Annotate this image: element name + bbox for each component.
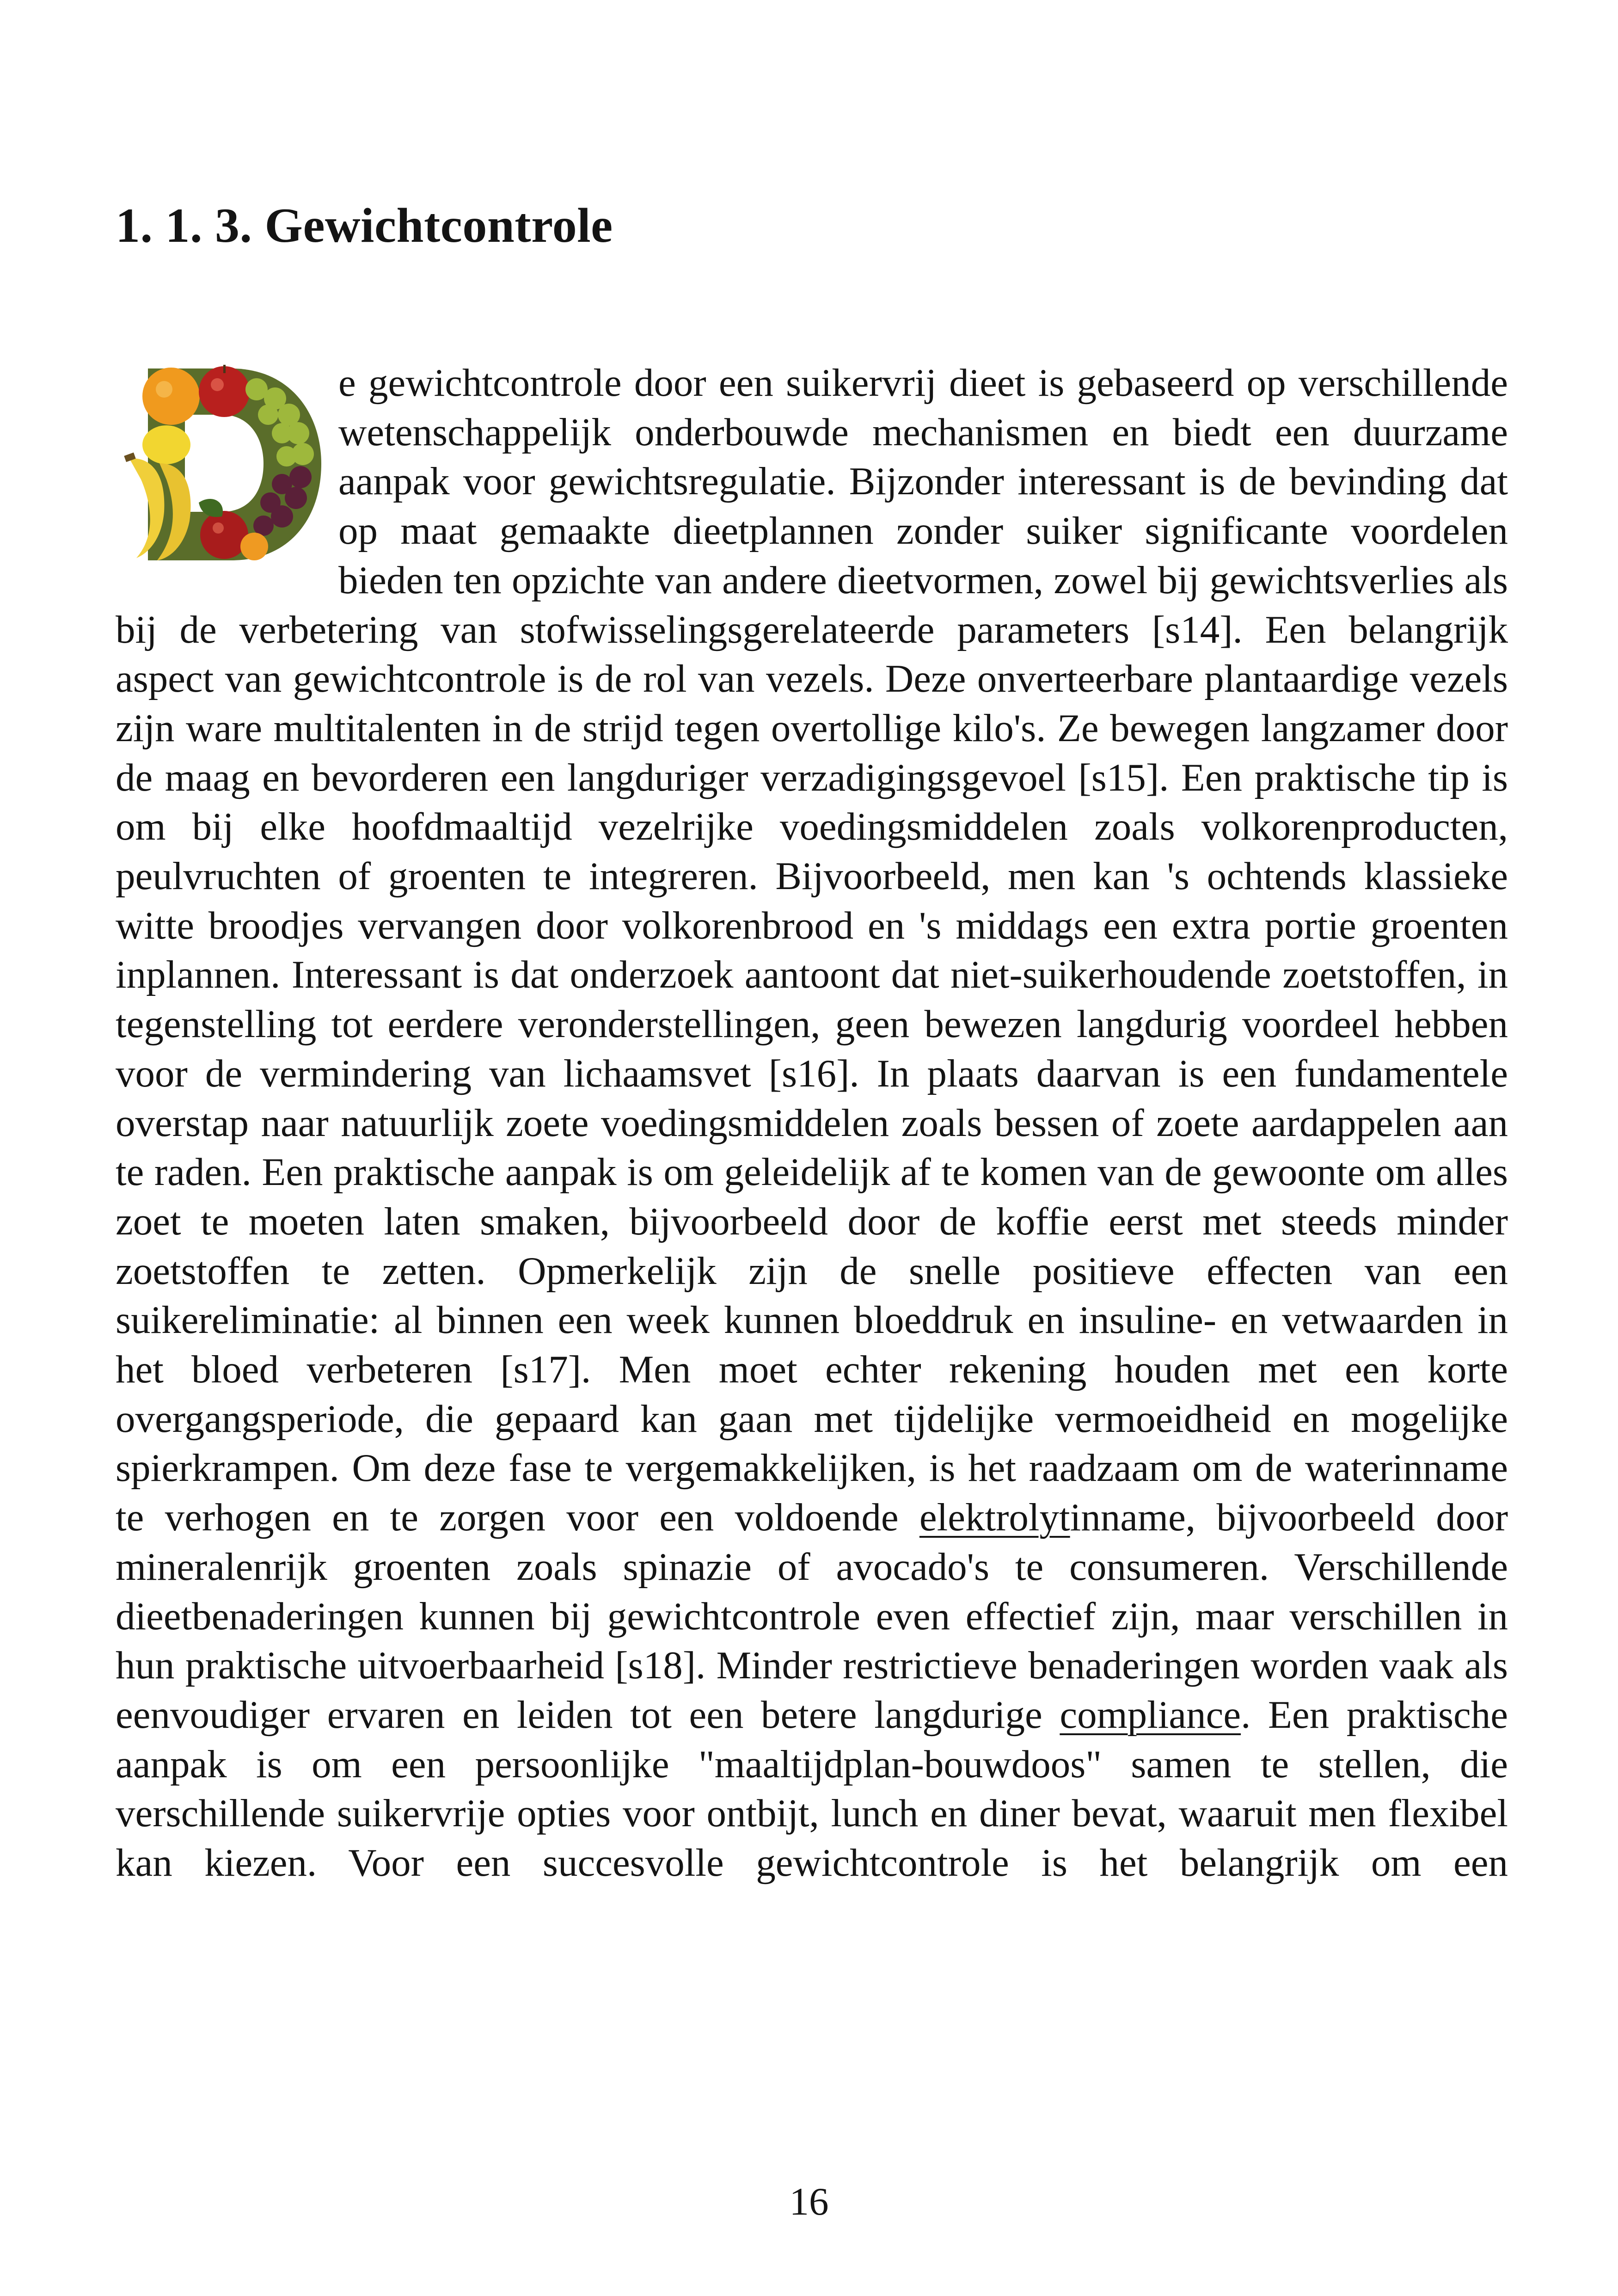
body-text-start: e gewichtcontrole door een suikervrij dieet is gebaseerd op verschillende wetenschappelijk onderbouwde mechanismen en biedt een duurzame aanpak voor gewichtsregulatie. Bijzonder interessant is de bevinding dat op maat gemaakte dieetplannen zonder suiker significante voordelen bieden ten opzichte van andere dieetvormen, zowel bij gewichtsverlies als bij de verbetering van stofwisselingsgerelateerde parameters [s14]. Een belangrijk aspect van gewichtcontrole is de rol van vezels. Deze onverteerbare plantaardige vezels zijn ware multitalenten in de strijd tegen overtollige kilo's. Ze bewegen langzamer door de maag en bevorderen een langduriger verzadigingsgevoel [s15]. Een praktische tip is om bij elke hoofdmaaltijd vezelrijke voedingsmiddelen zoals volkorenproducten, peulvruchten of groenten te integreren. Bijvoorbeeld, men kan 's ochtends klassieke witte broodjes vervangen door volkorenbrood en 's middags een extra portie groenten inplannen. Interessant is dat onderzoek aantoont dat niet-suikerhoudende zoetstoffen, in tegenstelling tot eerdere veronderstellingen, geen bewezen langdurig voordeel hebben voor de vermindering van lichaamsvet [s16]. In plaats daarvan is een fundamentele overstap naar natuurlijk zoete voedingsmiddelen zoals bessen of zoete aardappelen aan te raden. Een praktische aanpak is om geleidelijk af te komen van de gewoonte om alles zoet te moeten laten smaken, bijvoorbeeld door de koffie eerst met steeds minder zoetstoffen te zetten. Opmerkelijk zijn de snelle positieve effecten van een suikereliminatie: al binnen een week kunnen bloeddruk en insuline- en vetwaarden in het bloed verbeteren [s17]. Men moet echter rekening houden met een korte overgangsperiode, die gepaard kan gaan met tijdelijke vermoeidheid en mogelijke spierkrampen. Om deze fase te vergemakkelijken, is het raadzaam om de waterinname te verhogen en te zorgen voor een voldoende bbox=[116, 361, 1508, 1540]
body-text-middle: inname, bijvoorbeeld door mineralenrijk groenten zoals spinazie of avocado's te consumeren. Verschillende dieetbenaderingen kunnen bij gewichtcontrole even effectief zijn, maar verschillen in hun praktische uitvoerbaarheid [s18]. Minder restrictieve benaderingen worden vaak als eenvoudiger ervaren en leiden tot een betere langdurige bbox=[116, 1496, 1508, 1737]
page-number: 16 bbox=[789, 2180, 829, 2223]
link-elektrolyt[interactable]: elektrolyt bbox=[919, 1496, 1070, 1540]
fruit-letter-d-icon bbox=[116, 364, 324, 564]
body-text-end: . Een praktische aanpak is om een persoonlijke "maaltijdplan-bouwdoos" samen te stellen, die verschillende suikervrije opties voor ontbijt, lunch en diner bevat, waaruit men flexibel kan kiezen. Voor een succesvolle gewichtcontrole is het belangrijk om een bbox=[116, 1693, 1508, 1885]
section-heading: 1. 1. 3. Gewichtcontrole bbox=[116, 198, 613, 252]
body-paragraph bbox=[116, 358, 1508, 1888]
link-compliance[interactable]: compliance bbox=[1060, 1693, 1241, 1737]
